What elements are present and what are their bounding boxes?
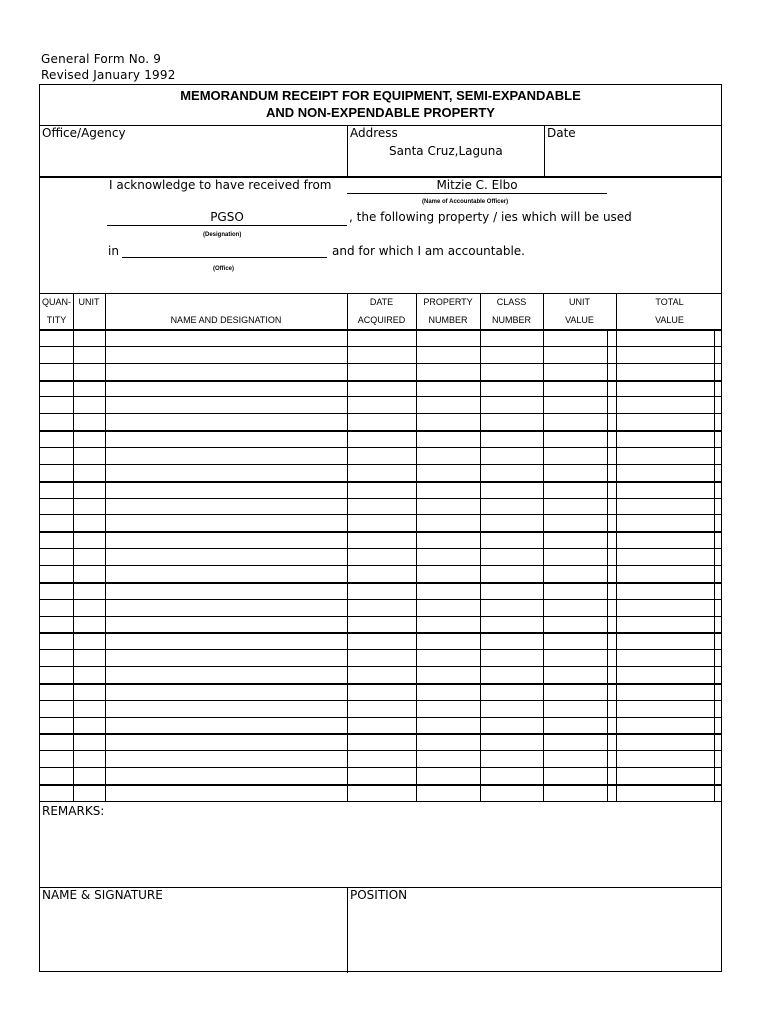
column-divider — [105, 293, 106, 801]
position-label: POSITION — [350, 888, 408, 902]
memorandum-receipt-form — [39, 84, 722, 972]
column-divider — [480, 293, 481, 801]
divider — [347, 125, 348, 176]
table-row — [40, 464, 721, 465]
column-header: VALUE — [565, 315, 594, 325]
office-caption: (Office) — [213, 266, 234, 272]
column-header: QUAN- — [42, 297, 71, 307]
divider — [544, 125, 545, 176]
column-header: ACQUIRED — [357, 315, 406, 325]
column-divider — [416, 293, 417, 801]
column-header: UNIT — [569, 297, 590, 307]
remarks-label: REMARKS: — [42, 804, 105, 818]
table-row — [40, 565, 721, 566]
table-row — [40, 616, 721, 617]
table-row — [40, 380, 721, 382]
column-divider — [616, 293, 617, 801]
table-row — [40, 346, 721, 347]
ack-text-2: , the following property / ies which will be used — [349, 210, 632, 224]
address-value: Santa Cruz,Laguna — [389, 144, 503, 158]
address-label: Address — [350, 126, 398, 140]
office-agency-label: Office/Agency — [42, 126, 126, 140]
table-row — [40, 548, 721, 549]
table-row — [40, 447, 721, 448]
table-row — [40, 430, 721, 432]
designation-value: PGSO — [107, 210, 347, 226]
table-row — [40, 733, 721, 735]
officer-name: Mitzie C. Elbo — [347, 178, 607, 194]
column-divider — [543, 293, 544, 801]
table-row — [40, 413, 721, 414]
column-header: CLASS — [496, 297, 527, 307]
name-signature-label: NAME & SIGNATURE — [42, 888, 163, 902]
table-row — [40, 599, 721, 600]
column-divider — [347, 293, 348, 801]
in-label: in — [108, 244, 119, 258]
column-header: NUMBER — [491, 315, 531, 325]
table-row — [40, 666, 721, 667]
table-row — [40, 514, 721, 515]
table-row — [40, 717, 721, 718]
column-header: PROPERTY — [423, 297, 473, 307]
column-header: TITY — [46, 315, 67, 325]
table-row — [40, 767, 721, 768]
table-row — [40, 750, 721, 751]
row-divider — [40, 329, 721, 331]
office-blank — [122, 257, 327, 258]
revision-date: Revised January 1992 — [41, 68, 176, 82]
table-row — [40, 784, 721, 786]
table-row — [40, 632, 721, 634]
table-row — [40, 363, 721, 364]
column-header: VALUE — [655, 315, 684, 325]
ack-text: I acknowledge to have received from — [109, 178, 332, 192]
column-header: NAME AND DESIGNATION — [170, 315, 282, 325]
table-row — [40, 649, 721, 650]
form-title-line2: AND NON-EXPENDABLE PROPERTY — [266, 105, 495, 120]
date-label: Date — [547, 126, 576, 140]
table-row — [40, 582, 721, 584]
column-header: NUMBER — [428, 315, 468, 325]
table-row — [40, 481, 721, 483]
table-row — [40, 683, 721, 685]
officer-caption: (Name of Accountable Officer) — [422, 199, 509, 205]
table-row — [40, 531, 721, 533]
ack-text-3: and for which I am accountable. — [332, 244, 525, 258]
table-row — [40, 498, 721, 499]
form-title-line1: MEMORANDUM RECEIPT FOR EQUIPMENT, SEMI-EXPANDABLE — [180, 88, 581, 103]
table-row — [40, 396, 721, 397]
column-header: UNIT — [78, 297, 100, 307]
column-divider — [73, 293, 74, 801]
table-row — [40, 801, 721, 802]
column-header: TOTAL — [655, 297, 684, 307]
form-number: General Form No. 9 — [41, 52, 162, 66]
designation-caption: (Designation) — [203, 232, 242, 238]
divider — [347, 887, 348, 973]
table-row — [40, 700, 721, 701]
column-header: DATE — [369, 297, 394, 307]
